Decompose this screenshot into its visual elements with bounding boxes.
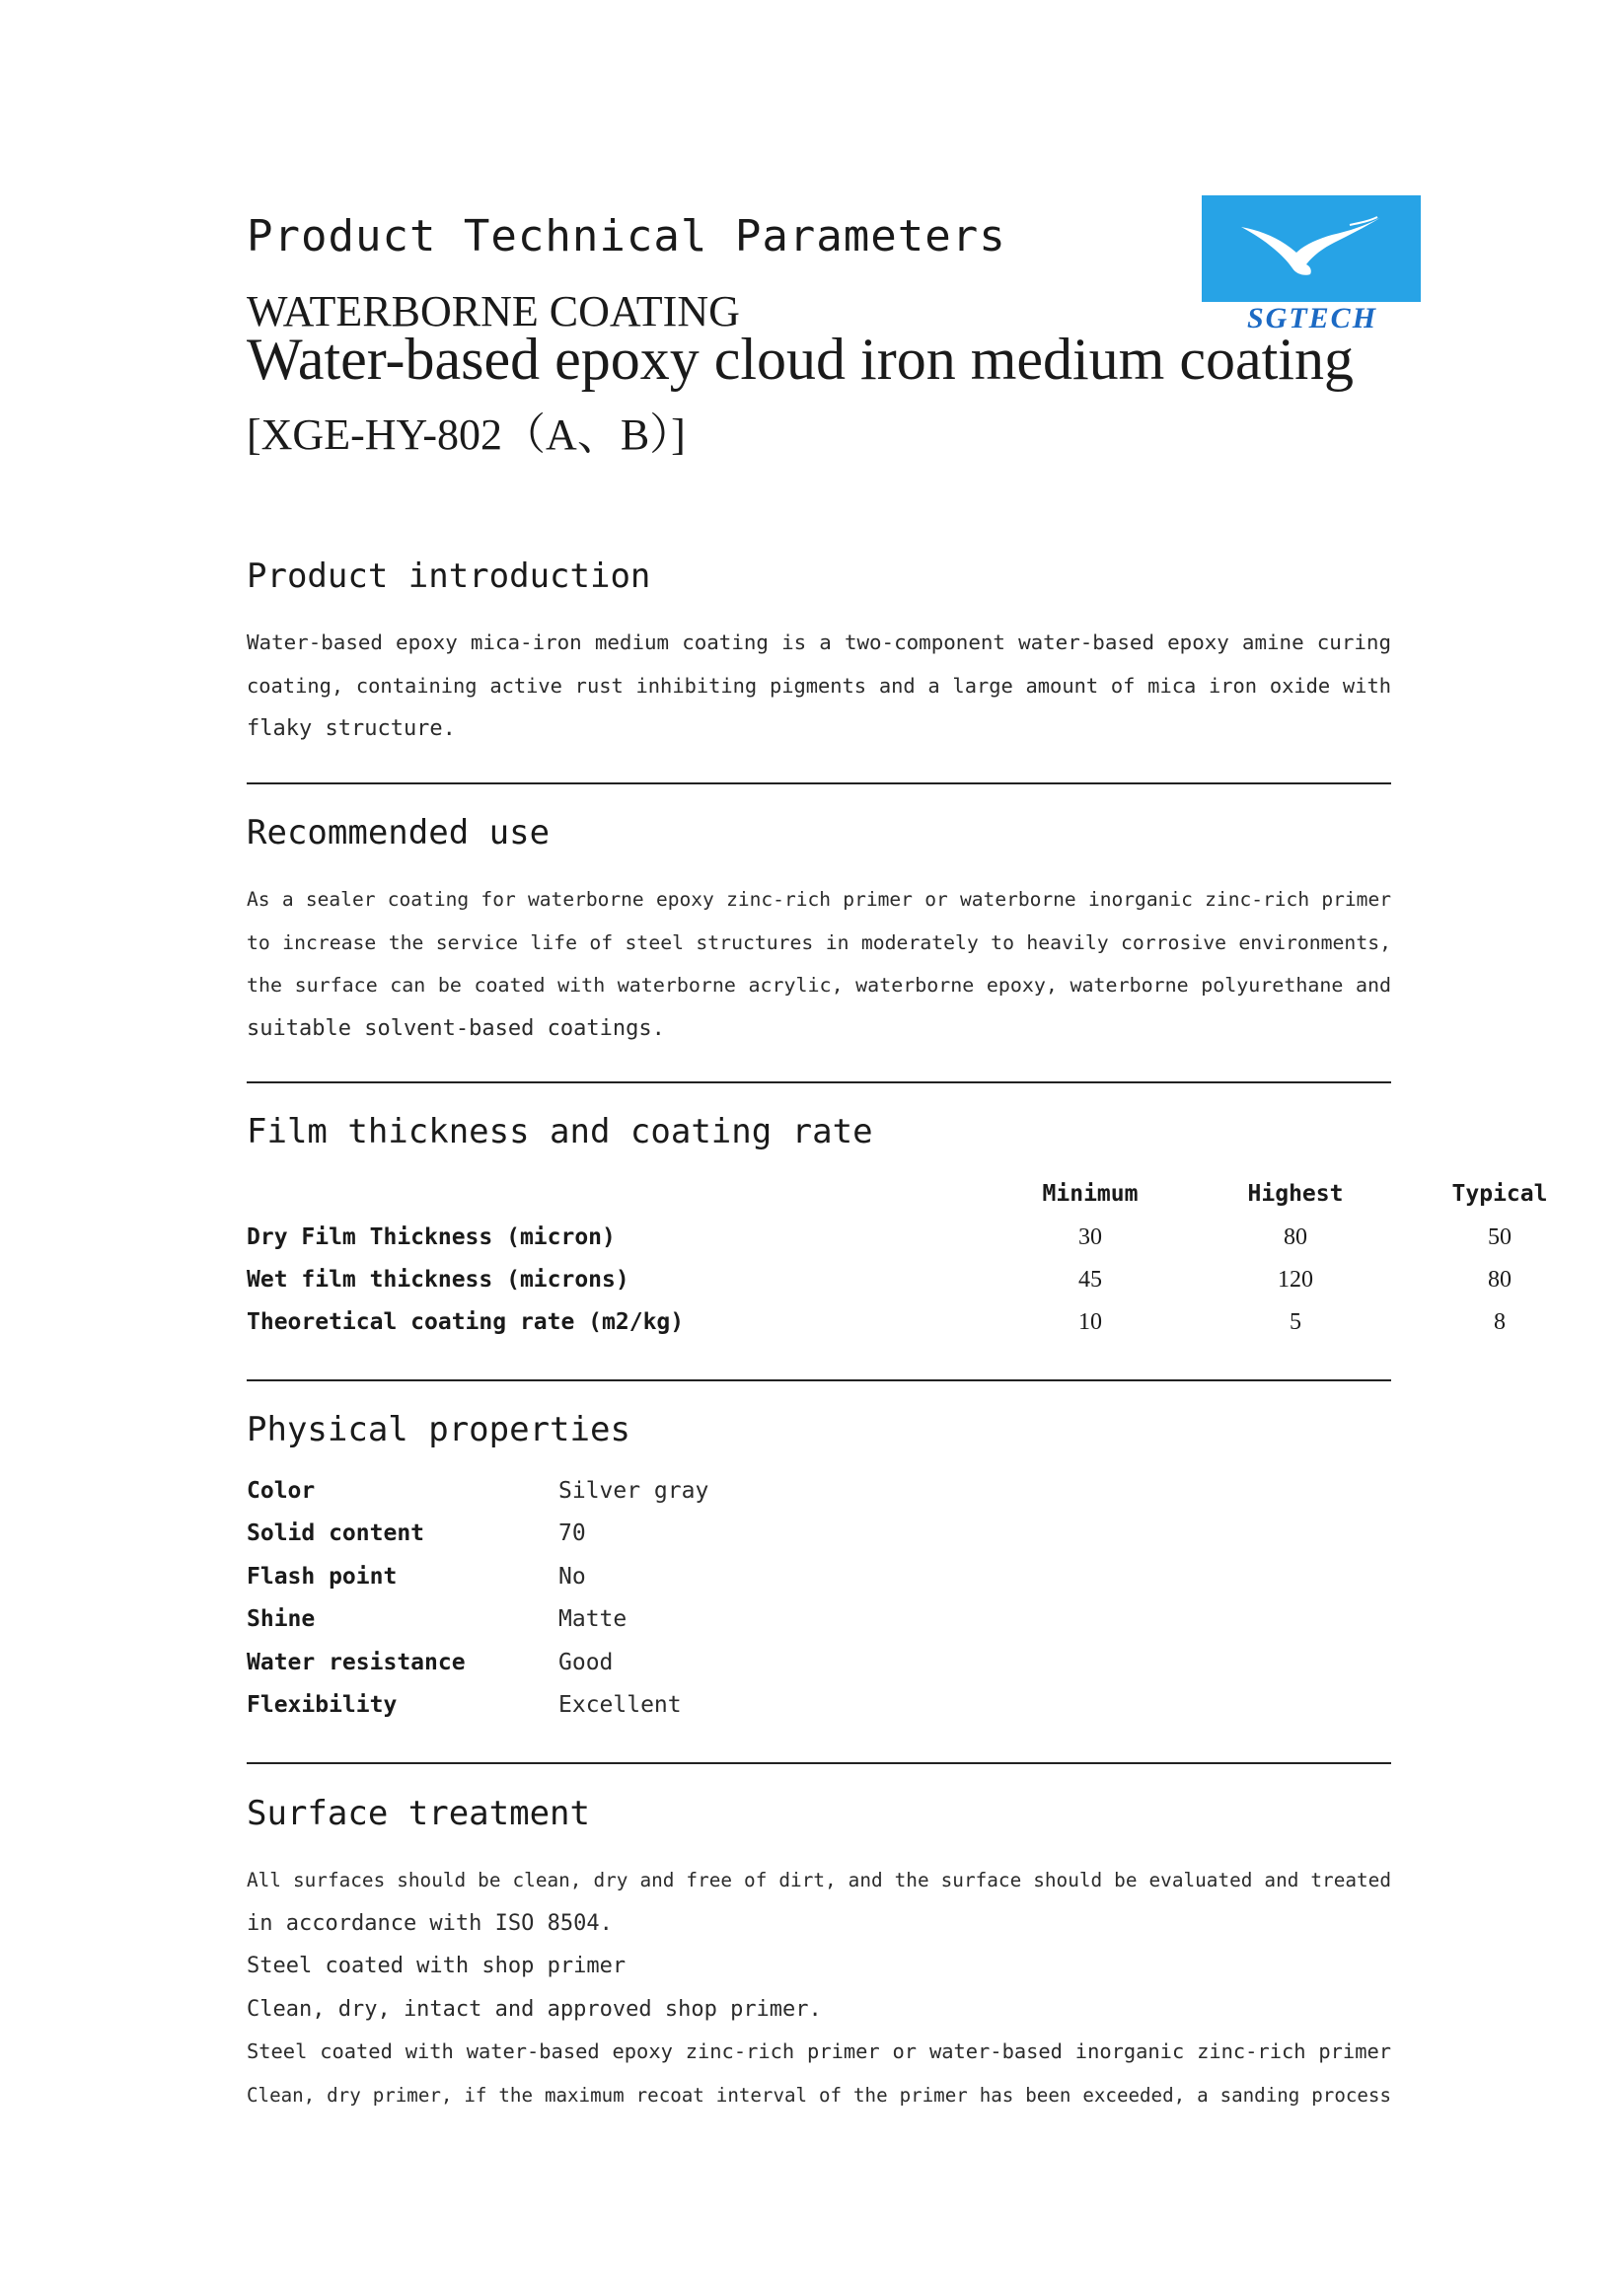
property-label: Color xyxy=(247,1478,316,1504)
table-row xyxy=(247,1267,1512,1306)
cell-minimum: 30 xyxy=(1078,1224,1102,1250)
cell-typical: 50 xyxy=(1488,1224,1512,1250)
paragraph-line: Clean, dry, intact and approved shop primer. xyxy=(247,1996,822,2022)
paragraph-line: the surface can be coated with waterborne acrylic, waterborne epoxy, waterborne polyurethane and xyxy=(247,973,1391,997)
property-row xyxy=(247,1692,1391,1732)
property-label: Flexibility xyxy=(247,1692,398,1718)
use-paragraph xyxy=(247,878,1391,1050)
company-logo xyxy=(1202,195,1421,341)
table-header-row xyxy=(247,1181,1548,1221)
property-value: No xyxy=(558,1564,586,1590)
property-row xyxy=(247,1650,1391,1689)
section-divider xyxy=(247,1379,1391,1381)
logo-text: SGTECH xyxy=(1247,302,1378,334)
column-header-highest: Highest xyxy=(1247,1181,1344,1207)
cell-highest: 80 xyxy=(1284,1224,1307,1250)
cell-typical: 8 xyxy=(1494,1309,1506,1335)
product-code: [XGE-HY-802（A、B）] xyxy=(247,410,686,459)
intro-paragraph xyxy=(247,622,1391,751)
logo-background xyxy=(1202,195,1421,302)
property-value: Silver gray xyxy=(558,1478,709,1504)
row-label: Theoretical coating rate (m2/kg) xyxy=(247,1309,685,1335)
paragraph-line: to increase the service life of steel structures in moderately to heavily corrosive environments, xyxy=(247,930,1391,954)
section-divider xyxy=(247,782,1391,784)
property-label: Solid content xyxy=(247,1520,425,1546)
property-value: Excellent xyxy=(558,1692,682,1718)
paragraph-line: Clean, dry primer, if the maximum recoat interval of the primer has been exceeded, a sanding process xyxy=(247,2083,1391,2107)
product-name: Water-based epoxy cloud iron medium coating xyxy=(247,327,1354,392)
cell-highest: 5 xyxy=(1290,1309,1301,1335)
paragraph-line: Steel coated with water-based epoxy zinc-rich primer or water-based inorganic zinc-rich primer xyxy=(247,2039,1391,2063)
property-value: 70 xyxy=(558,1520,586,1546)
section-heading-surface: Surface treatment xyxy=(247,1794,590,1833)
row-label: Dry Film Thickness (micron) xyxy=(247,1224,616,1250)
paragraph-line: All surfaces should be clean, dry and free of dirt, and the surface should be evaluated and treated xyxy=(247,1869,1391,1891)
table-row xyxy=(247,1224,1512,1264)
paragraph-line: Water-based epoxy mica-iron medium coating is a two-component water-based epoxy amine curing xyxy=(247,630,1391,654)
paragraph-line: flaky structure. xyxy=(247,716,456,741)
property-label: Shine xyxy=(247,1606,316,1632)
property-row xyxy=(247,1478,1391,1518)
section-divider xyxy=(247,1762,1391,1764)
document-title: Product Technical Parameters xyxy=(247,211,1006,261)
section-divider xyxy=(247,1081,1391,1083)
surface-paragraph xyxy=(247,1859,1391,2116)
property-value: Matte xyxy=(558,1606,627,1632)
property-label: Water resistance xyxy=(247,1650,466,1675)
product-category: WATERBORNE COATING xyxy=(247,287,740,335)
paragraph-line: As a sealer coating for waterborne epoxy zinc-rich primer or waterborne inorganic zinc-rich primer xyxy=(247,888,1391,911)
column-header-typical: Typical xyxy=(1451,1181,1548,1207)
property-row xyxy=(247,1606,1391,1646)
property-value: Good xyxy=(558,1650,614,1675)
cell-typical: 80 xyxy=(1488,1267,1512,1293)
section-heading-film: Film thickness and coating rate xyxy=(247,1112,873,1151)
column-header-minimum: Minimum xyxy=(1042,1181,1139,1207)
property-label: Flash point xyxy=(247,1564,398,1590)
cell-minimum: 10 xyxy=(1078,1309,1102,1335)
row-label: Wet film thickness (microns) xyxy=(247,1267,629,1293)
cell-minimum: 45 xyxy=(1078,1267,1102,1293)
section-heading-use: Recommended use xyxy=(247,813,551,852)
table-row xyxy=(247,1309,1506,1349)
cell-highest: 120 xyxy=(1278,1267,1313,1293)
section-heading-intro: Product introduction xyxy=(247,556,651,596)
paragraph-line: Steel coated with shop primer xyxy=(247,1954,627,1978)
seagull-icon xyxy=(1202,195,1421,302)
property-row xyxy=(247,1564,1391,1603)
property-row xyxy=(247,1520,1391,1560)
paragraph-line: suitable solvent-based coatings. xyxy=(247,1015,665,1041)
paragraph-line: in accordance with ISO 8504. xyxy=(247,1910,613,1936)
section-heading-physical: Physical properties xyxy=(247,1410,630,1449)
paragraph-line: coating, containing active rust inhibiting pigments and a large amount of mica iron oxide with xyxy=(247,673,1391,698)
